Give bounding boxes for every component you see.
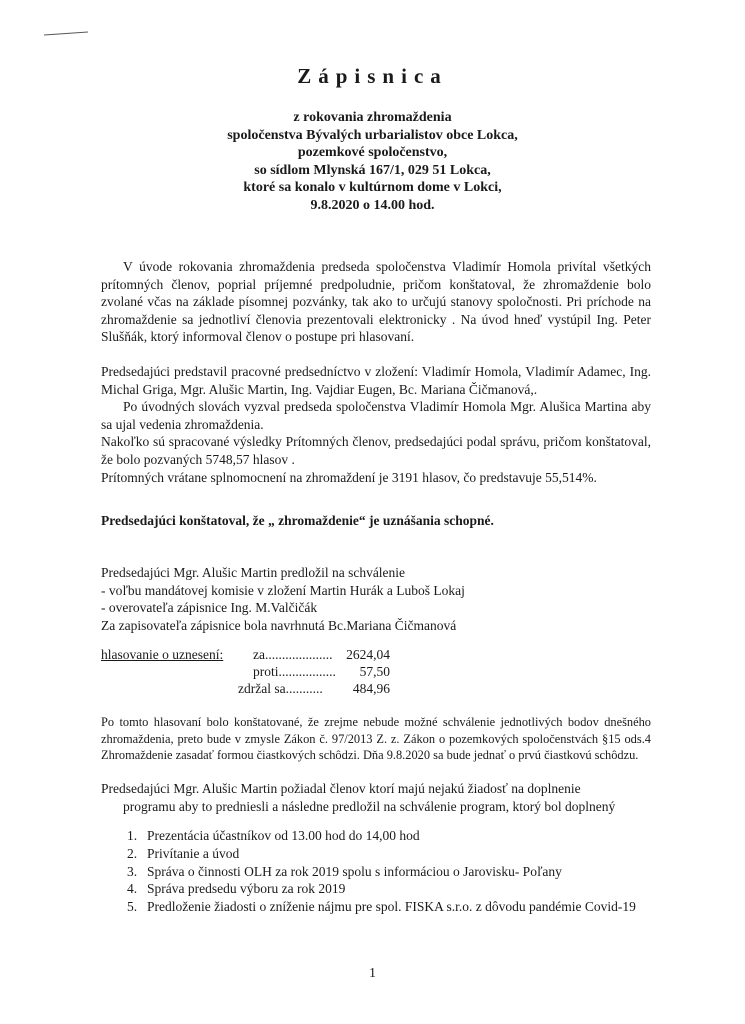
vote-label: hlasovanie o uznesení: — [101, 647, 224, 662]
vote-option: zdržal sa........... — [238, 681, 323, 696]
header-line: so sídlom Mlynská 167/1, 029 51 Lokca, — [254, 162, 491, 178]
agenda-item — [101, 880, 656, 898]
vote-row — [101, 663, 401, 680]
agenda-text: Správa o činnosti OLH za rok 2019 spolu s informáciou o Jarovisku- Poľany — [147, 863, 562, 879]
header-line: pozemkové spoločenstvo, — [297, 145, 448, 160]
intro-paragraph: V úvode rokovania zhromaždenia predseda spoločenstva Vladimír Homola privítal všetkých prítomných členov, poprial príjemné predpoludnie, pričom konštatoval, že zhromaždenie bolo zvolané včas na základe písomnej pozvánky, tak ako to určujú stanovy spoločnosti. Pri príchode na zhromaždenie sa jednotliví členovia prezentovali elektronicky . Na úvod hneď vystúpil Ing. Peter Slušňák, ktorý informoval členov o postupe pri hlasovaní. — [101, 259, 651, 345]
legal-paragraph: Po tomto hlasovaní bolo konštatované, že zrejme nebude možné schválenie jednotlivých bodov dnešného zhromaždenia, preto bude v zmysle Zákon č. 97/2013 Z. z. Zákon o pozemkových spoločenstvách §15 ods.4 Zhromaždenie zasadať formou čiastkových schôdzi. Dňa 9.8.2020 sa bude jednať o prvú čiastkovú schôdzu. — [101, 715, 651, 762]
document-header — [0, 109, 745, 214]
agenda-text: Prezentácia účastníkov od 13.00 hod do 14,00 hod — [147, 828, 420, 843]
program-request — [101, 780, 651, 815]
quorum-statement: Predsedajúci konštatoval, že „ zhromaždenie“ je uznášania schopné. — [101, 513, 494, 528]
chair-paragraph: Po úvodných slovách vyzval predseda spoločenstva Vladimír Homola Mgr. Alušica Martina aby sa ujal vedenia zhromaždenia. — [101, 399, 651, 432]
vote-option: za.................... — [253, 647, 333, 662]
agenda-item — [101, 827, 656, 845]
agenda-number: 1. — [127, 828, 138, 843]
program-request-rest: programu aby to predniesli a následne predložil na schválenie program, ktorý bol doplnený — [123, 798, 616, 814]
agenda-number: 3. — [127, 863, 138, 879]
proposal-line: - overovateľa zápisnice Ing. M.Valčičák — [101, 600, 318, 616]
agenda-item — [101, 845, 656, 863]
header-line: 9.8.2020 o 14.00 hod. — [310, 197, 435, 213]
agenda-text: Predloženie žiadosti o zníženie nájmu pre spol. FISKA s.r.o. z dôvodu pandémie Covid-19 — [147, 899, 636, 915]
proposal-line: Za zapisovateľa zápisnice bola navrhnutá Bc.Mariana Čičmanová — [101, 617, 457, 633]
pen-mark — [44, 31, 88, 35]
header-line: spoločenstva Bývalých urbarialistov obce Lokca, — [227, 127, 518, 143]
agenda-list — [101, 827, 656, 916]
vote-value: 484,96 — [352, 681, 390, 696]
vote-table — [101, 646, 401, 697]
vote-row — [101, 680, 401, 697]
agenda-item — [101, 898, 656, 916]
proposal-line: - voľbu mandátovej komisie v zložení Martin Hurák a Luboš Lokaj — [101, 582, 465, 598]
present-paragraph: Prítomných vrátane splnomocnení na zhromaždení je 3191 hlasov, čo predstavuje 55,514%. — [101, 469, 597, 485]
vote-value: 57,50 — [359, 664, 390, 679]
agenda-text: Privítanie a úvod — [147, 845, 240, 861]
header-line: z rokovania zhromaždenia — [293, 110, 452, 125]
results-paragraph: Nakoľko sú spracované výsledky Prítomných členov, predsedajúci podal správu, pričom konštatoval, že bolo pozvaných 5748,57 hlasov . — [101, 434, 651, 467]
vote-row — [101, 646, 401, 663]
proposal-line: Predsedajúci Mgr. Alušic Martin predložil na schválenie — [101, 565, 406, 580]
document-title: Zápisnica — [297, 64, 448, 88]
header-line: ktoré sa konalo v kultúrnom dome v Lokci, — [243, 180, 502, 195]
agenda-number: 4. — [127, 881, 138, 897]
presidium-section — [101, 363, 651, 486]
agenda-number: 5. — [127, 899, 138, 915]
proposal-block — [101, 564, 651, 634]
agenda-item — [101, 863, 656, 881]
presidium-paragraph: Predsedajúci predstavil pracovné predsedníctvo v zložení: Vladimír Homola, Vladimír Adamec, Ing. Michal Griga, Mgr. Alušic Martin, Ing. Vajdiar Eugen, Bc. Mariana Čičmanová,. — [101, 364, 651, 397]
page-number: 1 — [369, 966, 376, 981]
vote-value: 2624,04 — [346, 647, 390, 662]
vote-option: proti................. — [253, 664, 336, 679]
agenda-number: 2. — [127, 845, 138, 861]
program-request-first: Predsedajúci Mgr. Alušic Martin požiadal členov ktorí majú nejakú žiadosť na doplnenie — [101, 781, 581, 796]
agenda-text: Správa predsedu výboru za rok 2019 — [147, 881, 346, 897]
